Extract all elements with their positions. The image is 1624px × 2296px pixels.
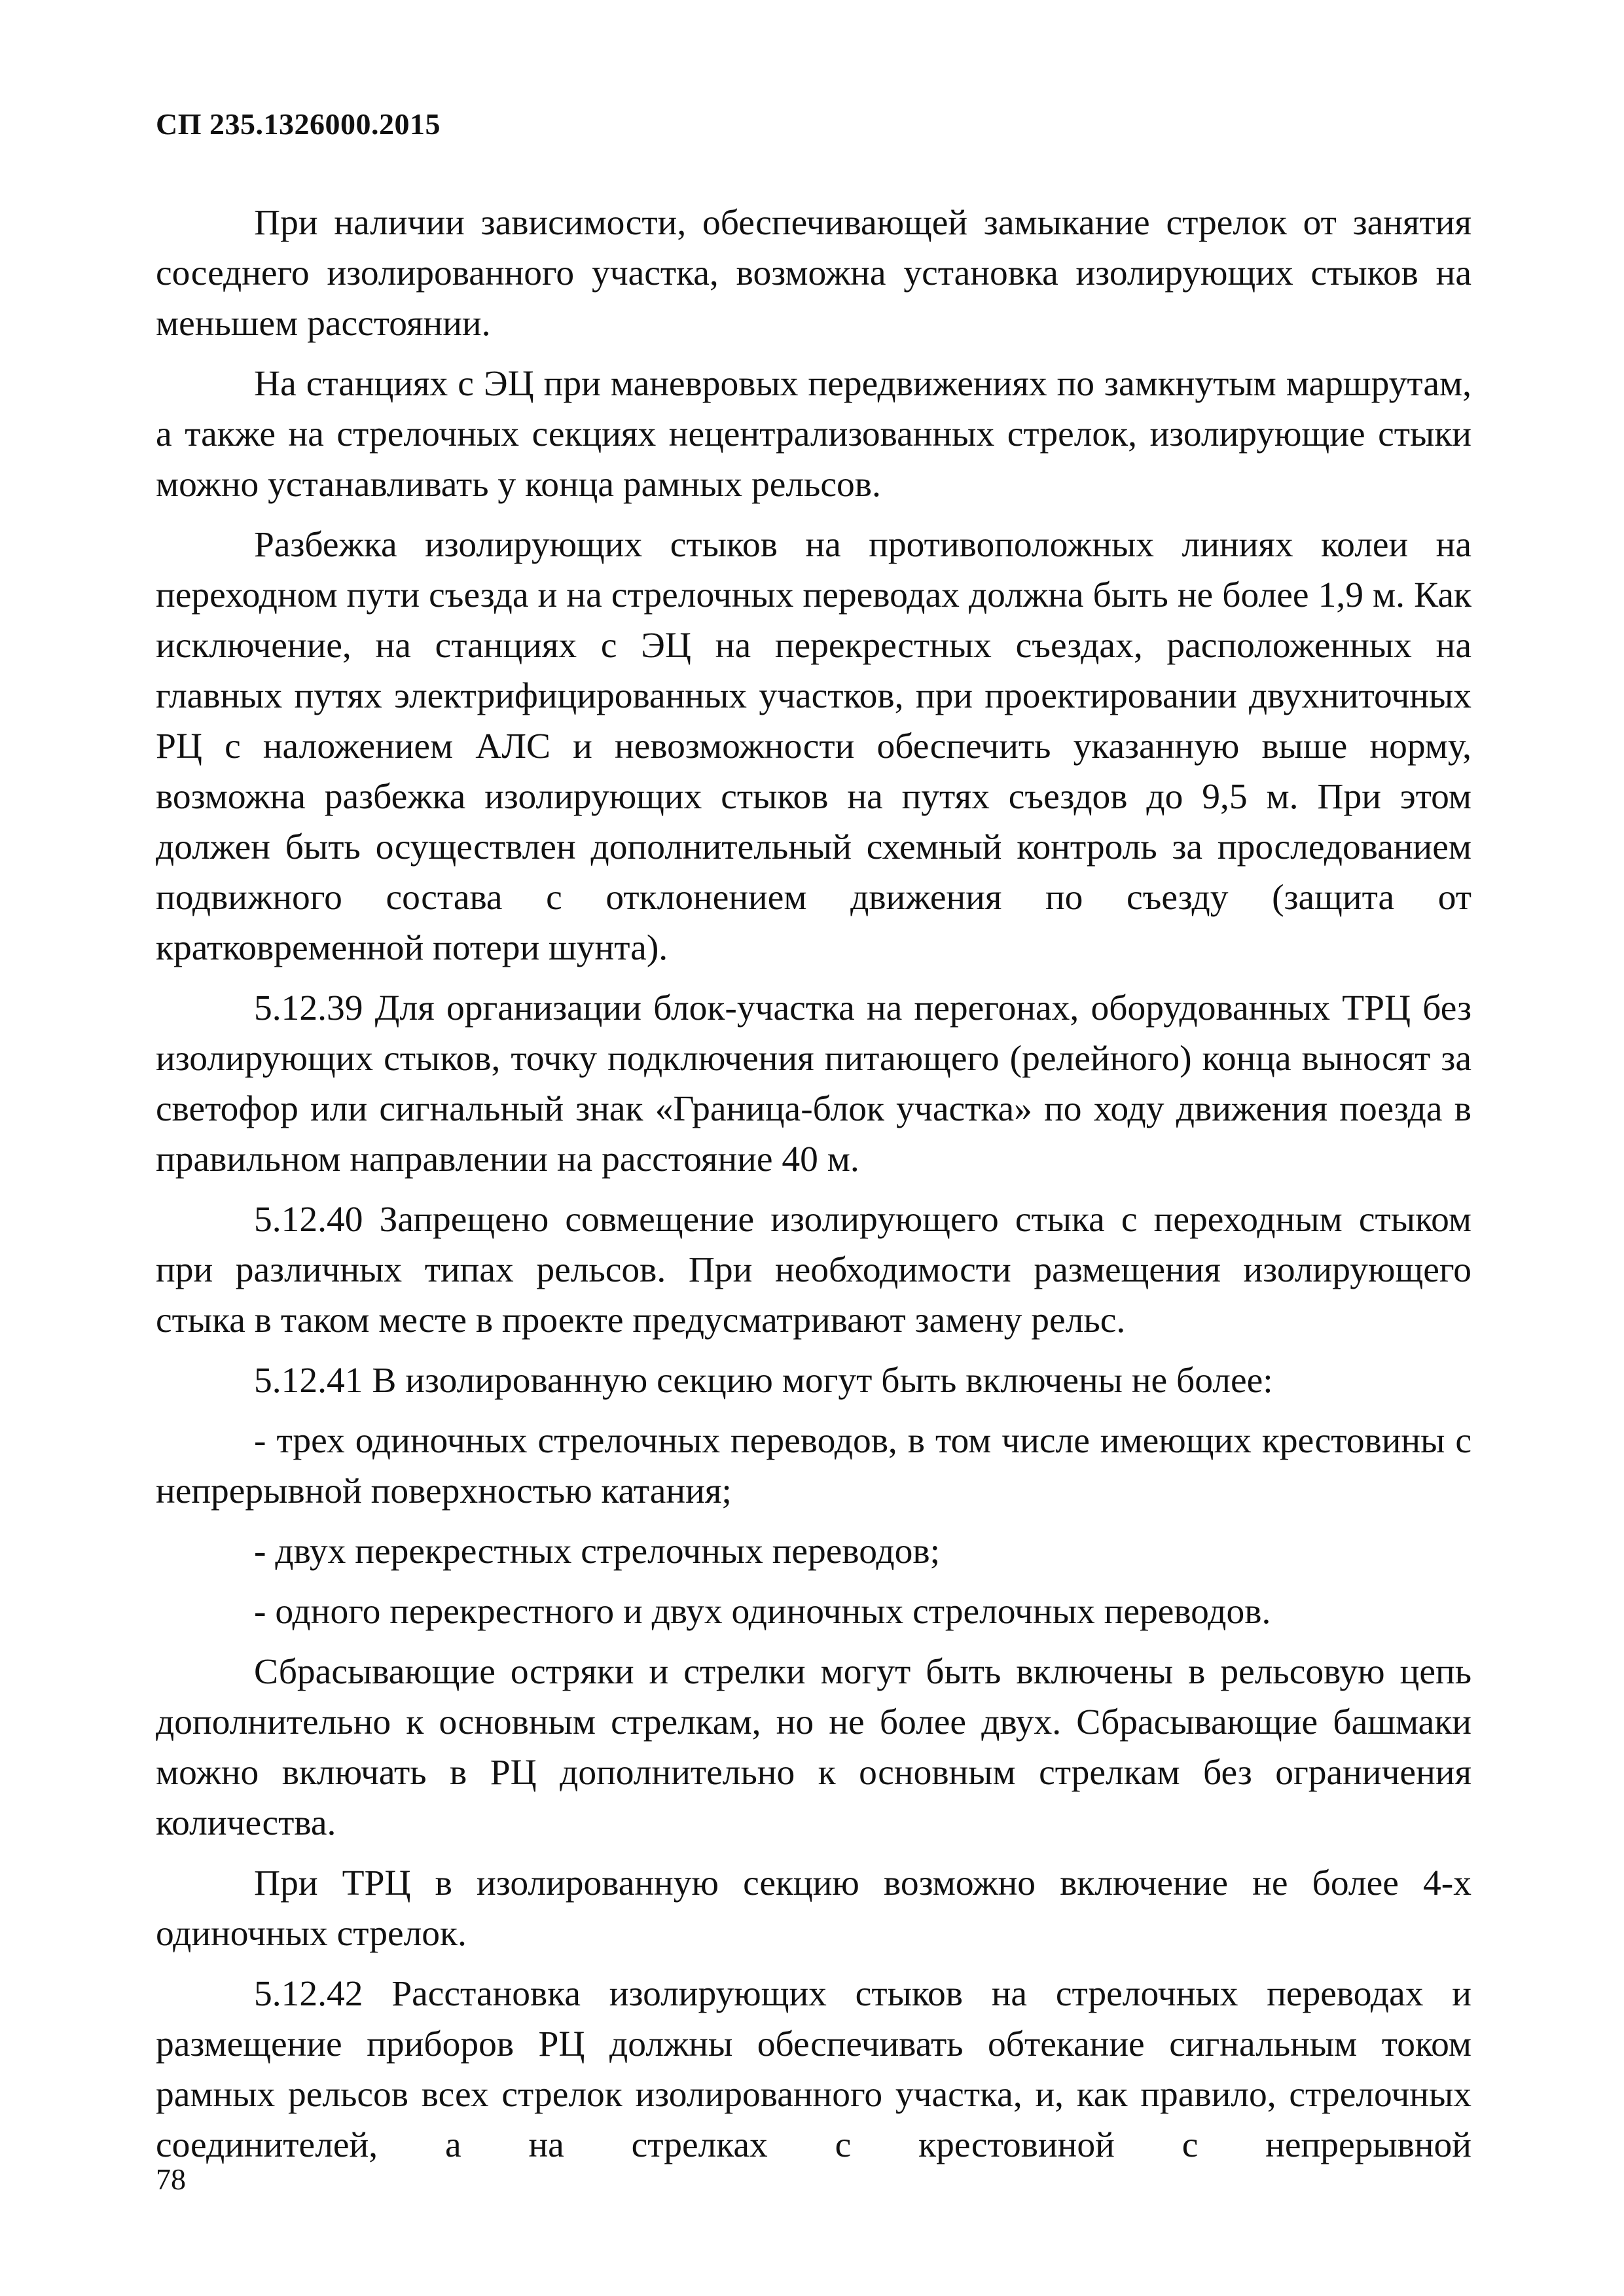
list-item-cross-switches: - двух перекрестных стрелочных переводов; (254, 1532, 941, 1571)
list-item-mixed-switches: - одного перекрестного и двух одиночных стрелочных переводов. (254, 1592, 1271, 1632)
paragraph-joint-stagger: Разбежка изолирующих стыков на противоположных линиях колеи на переходном пути съезда и на стрелочных переводах должна быть не более 1,9 м. Как исключение, на станциях с ЭЦ на перекрестных съездах, расположенных на главных путях электрифицированных участков, при проектировании двухниточных РЦ с наложением АЛС и невозможности обеспечить указанную выше норму, возможна разбежка изолирующих стыков на путях съездов до 9,5 м. При этом должен быть осуществлен дополнительный схемный контроль за проследованием подвижного состава с отклонением движения по съезду (защита от кратковременной потери шунта). (156, 525, 1471, 968)
paragraph-interlocking-dependency: При наличии зависимости, обеспечивающей замыкание стрелок от занятия соседнего изолированного участка, возможна установка изолирующих стыков на меньшем расстоянии. (156, 203, 1471, 344)
paragraph-5-12-41: 5.12.41 В изолированную секцию могут быть включены не более: (254, 1361, 1273, 1401)
list-item-single-switches: - трех одиночных стрелочных переводов, в том числе имеющих крестовины с непрерывной поверхностью катания; (156, 1421, 1471, 1511)
paragraph-ec-stations-shunting: На станциях с ЭЦ при маневровых передвижениях по замкнутым маршрутам, а также на стрелочных секциях нецентрализованных стрелок, изолирующие стыки можно устанавливать у конца рамных рельсов. (156, 364, 1471, 505)
document-code-header: СП 235.1326000.2015 (156, 107, 441, 141)
paragraph-trc-switch-limit: При ТРЦ в изолированную секцию возможно включение не более 4-х одиночных стрелок. (156, 1863, 1471, 1954)
paragraph-5-12-42: 5.12.42 Расстановка изолирующих стыков на стрелочных переводах и размещение приборов РЦ должны обеспечивать обтекание сигнальным током рамных рельсов всех стрелок изолированного участка, и, как правило, стрелочных соединителей, а на стрелках с крестовиной с непрерывной (156, 1974, 1471, 2165)
paragraph-5-12-39: 5.12.39 Для организации блок-участка на перегонах, оборудованных ТРЦ без изолирующих стыков, точку подключения питающего (релейного) конца выносят за светофор или сигнальный знак «Граница-блок участка» по ходу движения поезда в правильном направлении на расстояние 40 м. (156, 988, 1471, 1179)
paragraph-5-12-40: 5.12.40 Запрещено совмещение изолирующего стыка с переходным стыком при различных типах рельсов. При необходимости размещения изолирующего стыка в таком месте в проекте предусматривают замену рельс. (156, 1200, 1471, 1340)
body-text (156, 198, 1471, 2170)
page-number: 78 (156, 2162, 186, 2196)
paragraph-derail-points: Сбрасывающие остряки и стрелки могут быть включены в рельсовую цепь дополнительно к основным стрелкам, но не более двух. Сбрасывающие башмаки можно включать в РЦ дополнительно к основным стрелкам без ограничения количества. (156, 1652, 1471, 1843)
